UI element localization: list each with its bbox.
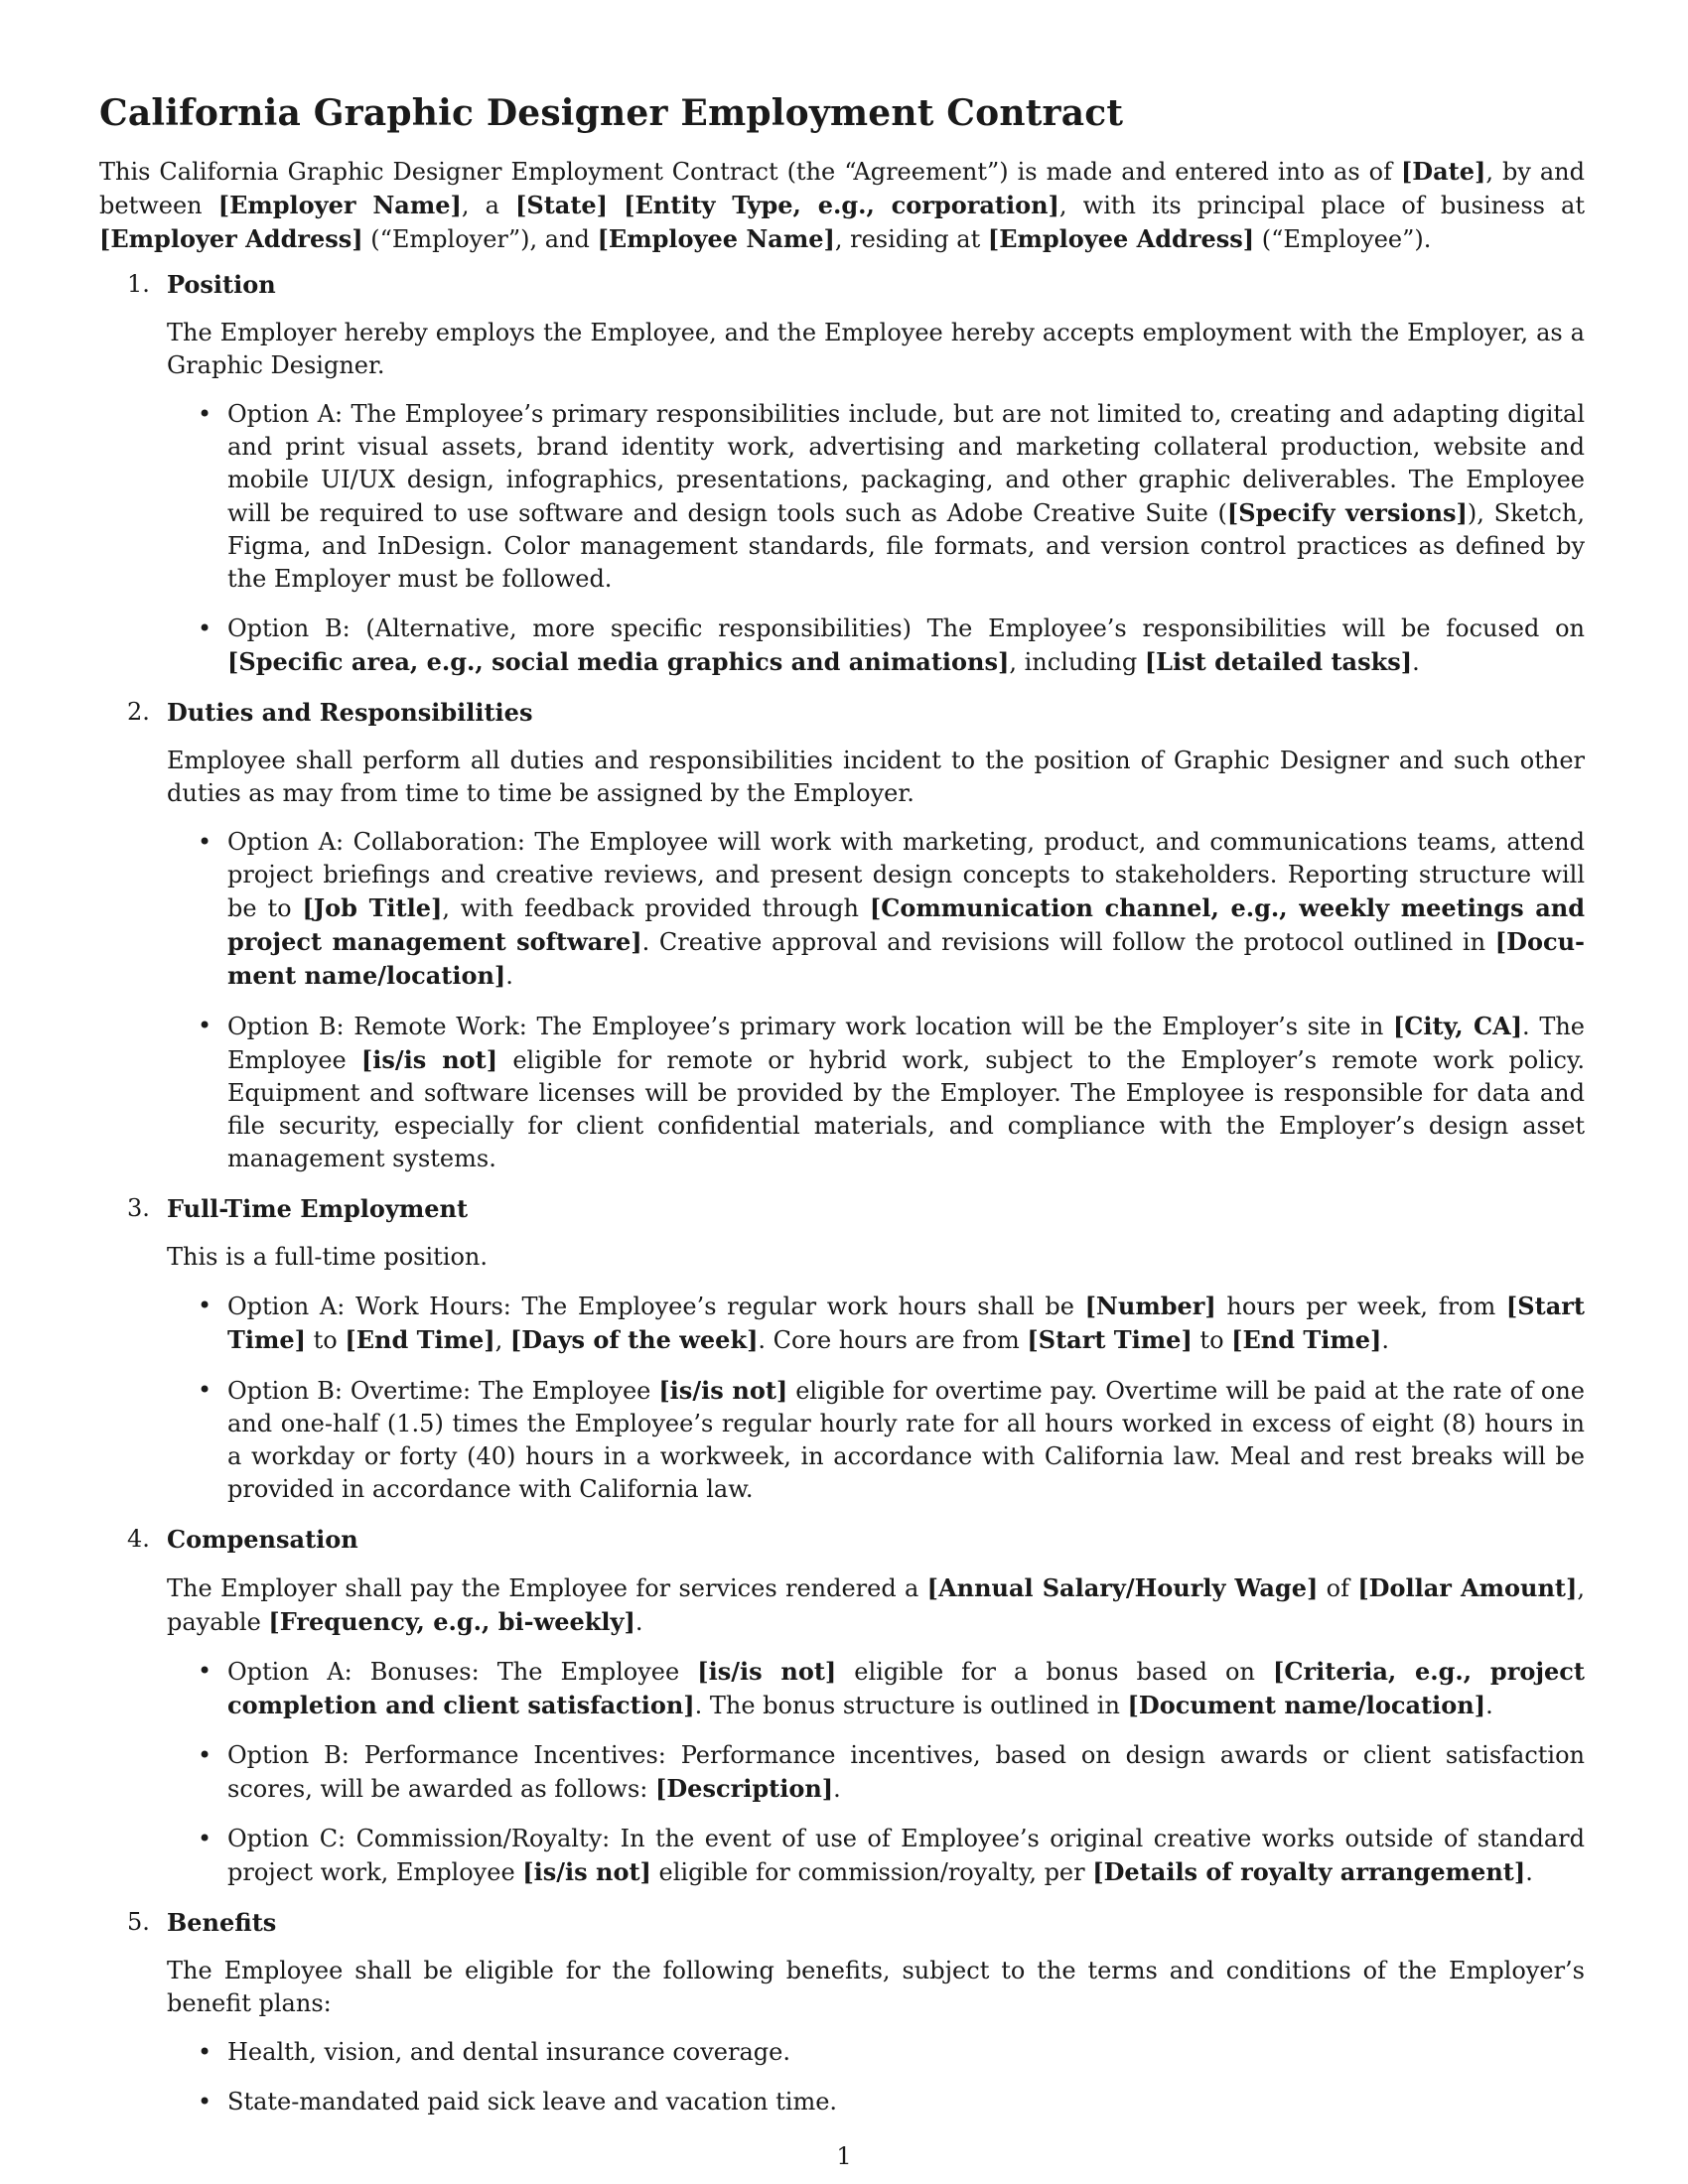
text-run: Health, vision, and dental insurance coverage.: [227, 2038, 790, 2066]
section-number: 3.: [127, 1194, 150, 1222]
placeholder-field: [Employer Address]: [99, 224, 363, 253]
text-run: ,: [494, 1326, 510, 1354]
text-run: (“Employee”).: [1254, 225, 1432, 253]
option-item: [167, 826, 1585, 993]
option-list: [167, 1290, 1585, 1506]
placeholder-field: [is/is not]: [360, 1045, 498, 1074]
option-item: [167, 1290, 1585, 1357]
text-run: .: [1485, 1692, 1493, 1719]
option-item: [167, 398, 1585, 596]
option-text: [227, 398, 1585, 596]
bullet-icon: •: [198, 2088, 212, 2116]
text-run: State-mandated paid sick leave and vacation time.: [227, 2088, 838, 2116]
placeholder-field: [Employee Name]: [597, 224, 835, 253]
placeholder-field: [Start Time]: [227, 1292, 1585, 1354]
placeholder-field: [City, CA]: [1392, 1012, 1523, 1040]
text-run: Option A: The Employee’s primary responsibilities include, but are not limited to, creating and adapting digital and print visual assets, brand identity work, advertising and marketing collateral production, website and mobile UI/UX design, infographics, presentations, packaging, and other graphic deliverables. The Employee will be required to use software and design tools such as Adobe Creative Suite (: [227, 400, 1585, 527]
option-text: [227, 2036, 1585, 2069]
section-position: [99, 268, 1585, 679]
text-run: Option C: Commission/Royalty: In the event of use of Employee’s original creative works outside of standard project work, Employee: [227, 1825, 1585, 1886]
text-run: hours per week, from: [1215, 1293, 1506, 1320]
bullet-icon: •: [198, 614, 212, 642]
text-run: , payable: [167, 1574, 1585, 1636]
bullet-icon: •: [198, 1012, 212, 1039]
option-item: [167, 2086, 1585, 2118]
text-run: This California Graphic Designer Employment Contract (the “Agreement”) is made and entered into as of: [99, 158, 1401, 186]
bullet-icon: •: [198, 1292, 212, 1319]
section-duties: [99, 696, 1585, 1175]
text-run: This is a full-time position.: [167, 1243, 489, 1271]
bullet-icon: •: [198, 1657, 212, 1685]
option-item: [167, 1010, 1585, 1175]
placeholder-field: [Date]: [1400, 157, 1486, 186]
placeholder-field: [Job Title]: [302, 893, 443, 922]
text-run: , by and between: [99, 158, 1586, 219]
placeholder-field: [List detailed tasks]: [1144, 647, 1413, 676]
text-run: The Employee shall be eligible for the following benefits, subject to the terms and conditions of the Employer’s benefit plans:: [167, 1957, 1585, 2017]
text-run: eligible for overtime pay. Overtime will be paid at the rate of one and one-half (1.5) times the Employee’s regular hourly rate for all hours worked in excess of eight (8) hours in a workday or forty (40) hours in a workweek, in accordance with California law. Meal and rest breaks will be provided in accordance with California law.: [227, 1377, 1585, 1503]
text-run: Employee shall perform all duties and responsibilities incident to the position of Graphic Designer and such other duties as may from time to time be assigned by the Employer.: [167, 747, 1585, 807]
section-title: Benefits: [167, 1908, 277, 1937]
placeholder-field: [Days of the week]: [509, 1325, 759, 1354]
bullet-icon: •: [198, 1741, 212, 1769]
text-run: eligible for commission/royalty, per: [650, 1858, 1093, 1886]
text-run: .: [1381, 1326, 1390, 1354]
option-text: [227, 613, 1585, 679]
text-run: Option B: (Alternative, more specific responsibilities) The Employee’s responsibilities will be focused on: [227, 614, 1585, 642]
placeholder-field: [Dollar Amount]: [1357, 1573, 1578, 1602]
option-list: [167, 826, 1585, 1175]
placeholder-field: [Employer Name]: [217, 191, 462, 219]
text-run: of: [1318, 1574, 1358, 1602]
document-title: California Graphic Designer Employment Contract: [99, 92, 1124, 134]
section-number: 5.: [127, 1908, 150, 1936]
text-run: Option B: Performance Incentives: Performance incentives, based on design awards or client satisfaction scores, will be awarded as follows:: [227, 1741, 1585, 1803]
section-title: Compensation: [167, 1525, 358, 1554]
text-run: The Employer hereby employs the Employee, and the Employee hereby accepts employment with the Employer, as a Graphic Designer.: [167, 319, 1585, 379]
text-run: The Employer shall pay the Employee for services rendered a: [167, 1574, 927, 1602]
document-page: [99, 85, 1585, 2135]
placeholder-field: [Details of royalty arrangement]: [1092, 1857, 1526, 1886]
text-run: , including: [1009, 648, 1145, 676]
bullet-icon: •: [198, 828, 212, 856]
text-run: to: [1192, 1326, 1232, 1354]
option-list: [167, 398, 1585, 679]
text-run: ), Sketch, Figma, and InDesign. Color management standards, file formats, and version control practices as defined by the Employer must be followed.: [227, 499, 1586, 593]
text-run: . Creative approval and revisions will follow the protocol outlined in: [641, 928, 1495, 956]
option-text: [227, 1010, 1585, 1175]
text-run: .: [634, 1608, 643, 1636]
option-list: [167, 2036, 1585, 2118]
text-run: Option B: Remote Work: The Employee’s primary work location will be the Employer’s site in: [227, 1013, 1393, 1040]
bullet-icon: •: [198, 1825, 212, 1852]
option-item: [167, 1823, 1585, 1889]
placeholder-field: [Criteria, e.g., project completion and client satisfaction]: [227, 1657, 1585, 1719]
option-item: [167, 613, 1585, 679]
placeholder-field: [Frequency, e.g., bi-weekly]: [268, 1607, 635, 1636]
text-run: Option A: Bonuses: The Employee: [227, 1658, 698, 1686]
option-text: [227, 1655, 1585, 1722]
text-run: to: [306, 1326, 346, 1354]
placeholder-field: [Annual Salary/Hourly Wage]: [926, 1573, 1319, 1602]
option-text: [227, 1739, 1585, 1806]
section-number: 2.: [127, 698, 150, 726]
section-title: Duties and Responsibilities: [167, 698, 533, 727]
text-run: . Core hours are from: [758, 1326, 1028, 1354]
option-text: [227, 826, 1585, 993]
placeholder-field: [Specify versions]: [1226, 498, 1468, 527]
text-run: , with feedback provided through: [442, 894, 870, 922]
section-full-time: [99, 1192, 1585, 1506]
intro-paragraph: [99, 155, 1585, 256]
placeholder-field: [End Time]: [345, 1325, 495, 1354]
placeholder-field: [is/is not]: [697, 1657, 837, 1686]
section-body: [167, 1571, 1585, 1639]
placeholder-field: [Document name/location]: [1127, 1691, 1486, 1719]
bullet-icon: •: [198, 2038, 212, 2066]
text-run: .: [505, 962, 513, 990]
section-list: [99, 268, 1585, 2118]
text-run: , with its principal place of business at: [1058, 192, 1586, 219]
text-run: eligible for a bonus based on: [836, 1658, 1274, 1686]
section-number: 4.: [127, 1525, 150, 1553]
bullet-icon: •: [198, 1376, 212, 1404]
text-run: , a: [461, 192, 515, 219]
section-body: [167, 1241, 1585, 1274]
placeholder-field: [State]: [515, 191, 609, 219]
placeholder-field: [End Time]: [1231, 1325, 1382, 1354]
placeholder-field: [Number]: [1084, 1292, 1216, 1320]
placeholder-field: [Employee Address]: [987, 224, 1255, 253]
placeholder-field: [Document name/location]: [227, 927, 1585, 990]
section-benefits: [99, 1906, 1585, 2118]
option-item: [167, 1739, 1585, 1806]
text-run: Option A: Collaboration: The Employee will work with marketing, product, and communications teams, attend project briefings and creative reviews, and present design concepts to stakeholders. Reporting structure will be to: [227, 828, 1585, 922]
placeholder-field: [Start Time]: [1027, 1325, 1193, 1354]
option-item: [167, 2036, 1585, 2069]
text-run: Option B: Overtime: The Employee: [227, 1377, 659, 1405]
section-number: 1.: [127, 270, 150, 298]
text-run: [608, 192, 624, 219]
option-text: [227, 2086, 1585, 2118]
text-run: . The bonus structure is outlined in: [694, 1692, 1128, 1719]
placeholder-field: [Description]: [655, 1774, 834, 1803]
text-run: Option A: Work Hours: The Employee’s regular work hours shall be: [227, 1293, 1085, 1320]
text-run: (“Employer”), and: [362, 225, 598, 253]
text-run: .: [1525, 1858, 1533, 1886]
text-run: . The Employee: [227, 1013, 1585, 1074]
bullet-icon: •: [198, 400, 212, 428]
option-item: [167, 1374, 1585, 1506]
placeholder-field: [is/is not]: [658, 1376, 788, 1405]
page-number: 1: [836, 2142, 852, 2170]
placeholder-field: [is/is not]: [522, 1857, 651, 1886]
text-run: .: [833, 1775, 841, 1803]
placeholder-field: [Specific area, e.g., social media graphics and animations]: [227, 647, 1010, 676]
section-compensation: [99, 1523, 1585, 1889]
section-title: Full-Time Employment: [167, 1194, 469, 1223]
text-run: .: [1412, 648, 1420, 676]
placeholder-field: [Communication channel, e.g., weekly meetings and project management software]: [227, 893, 1585, 956]
text-run: eligible for remote or hybrid work, subject to the Employer’s remote work policy. Equipment and software licenses will be provided by the Employer. The Employee is responsible for data and file security, especially for client confidential materials, and compliance with the Employer’s design asset management systems.: [227, 1046, 1585, 1172]
option-list: [167, 1655, 1585, 1889]
option-text: [227, 1823, 1585, 1889]
section-body: [167, 317, 1585, 382]
section-body: [167, 1955, 1585, 2020]
option-text: [227, 1290, 1585, 1357]
placeholder-field: [Entity Type, e.g., corporation]: [624, 191, 1059, 219]
text-run: , residing at: [834, 225, 988, 253]
section-title: Position: [167, 270, 276, 299]
option-text: [227, 1374, 1585, 1506]
option-item: [167, 1655, 1585, 1722]
section-body: [167, 745, 1585, 810]
